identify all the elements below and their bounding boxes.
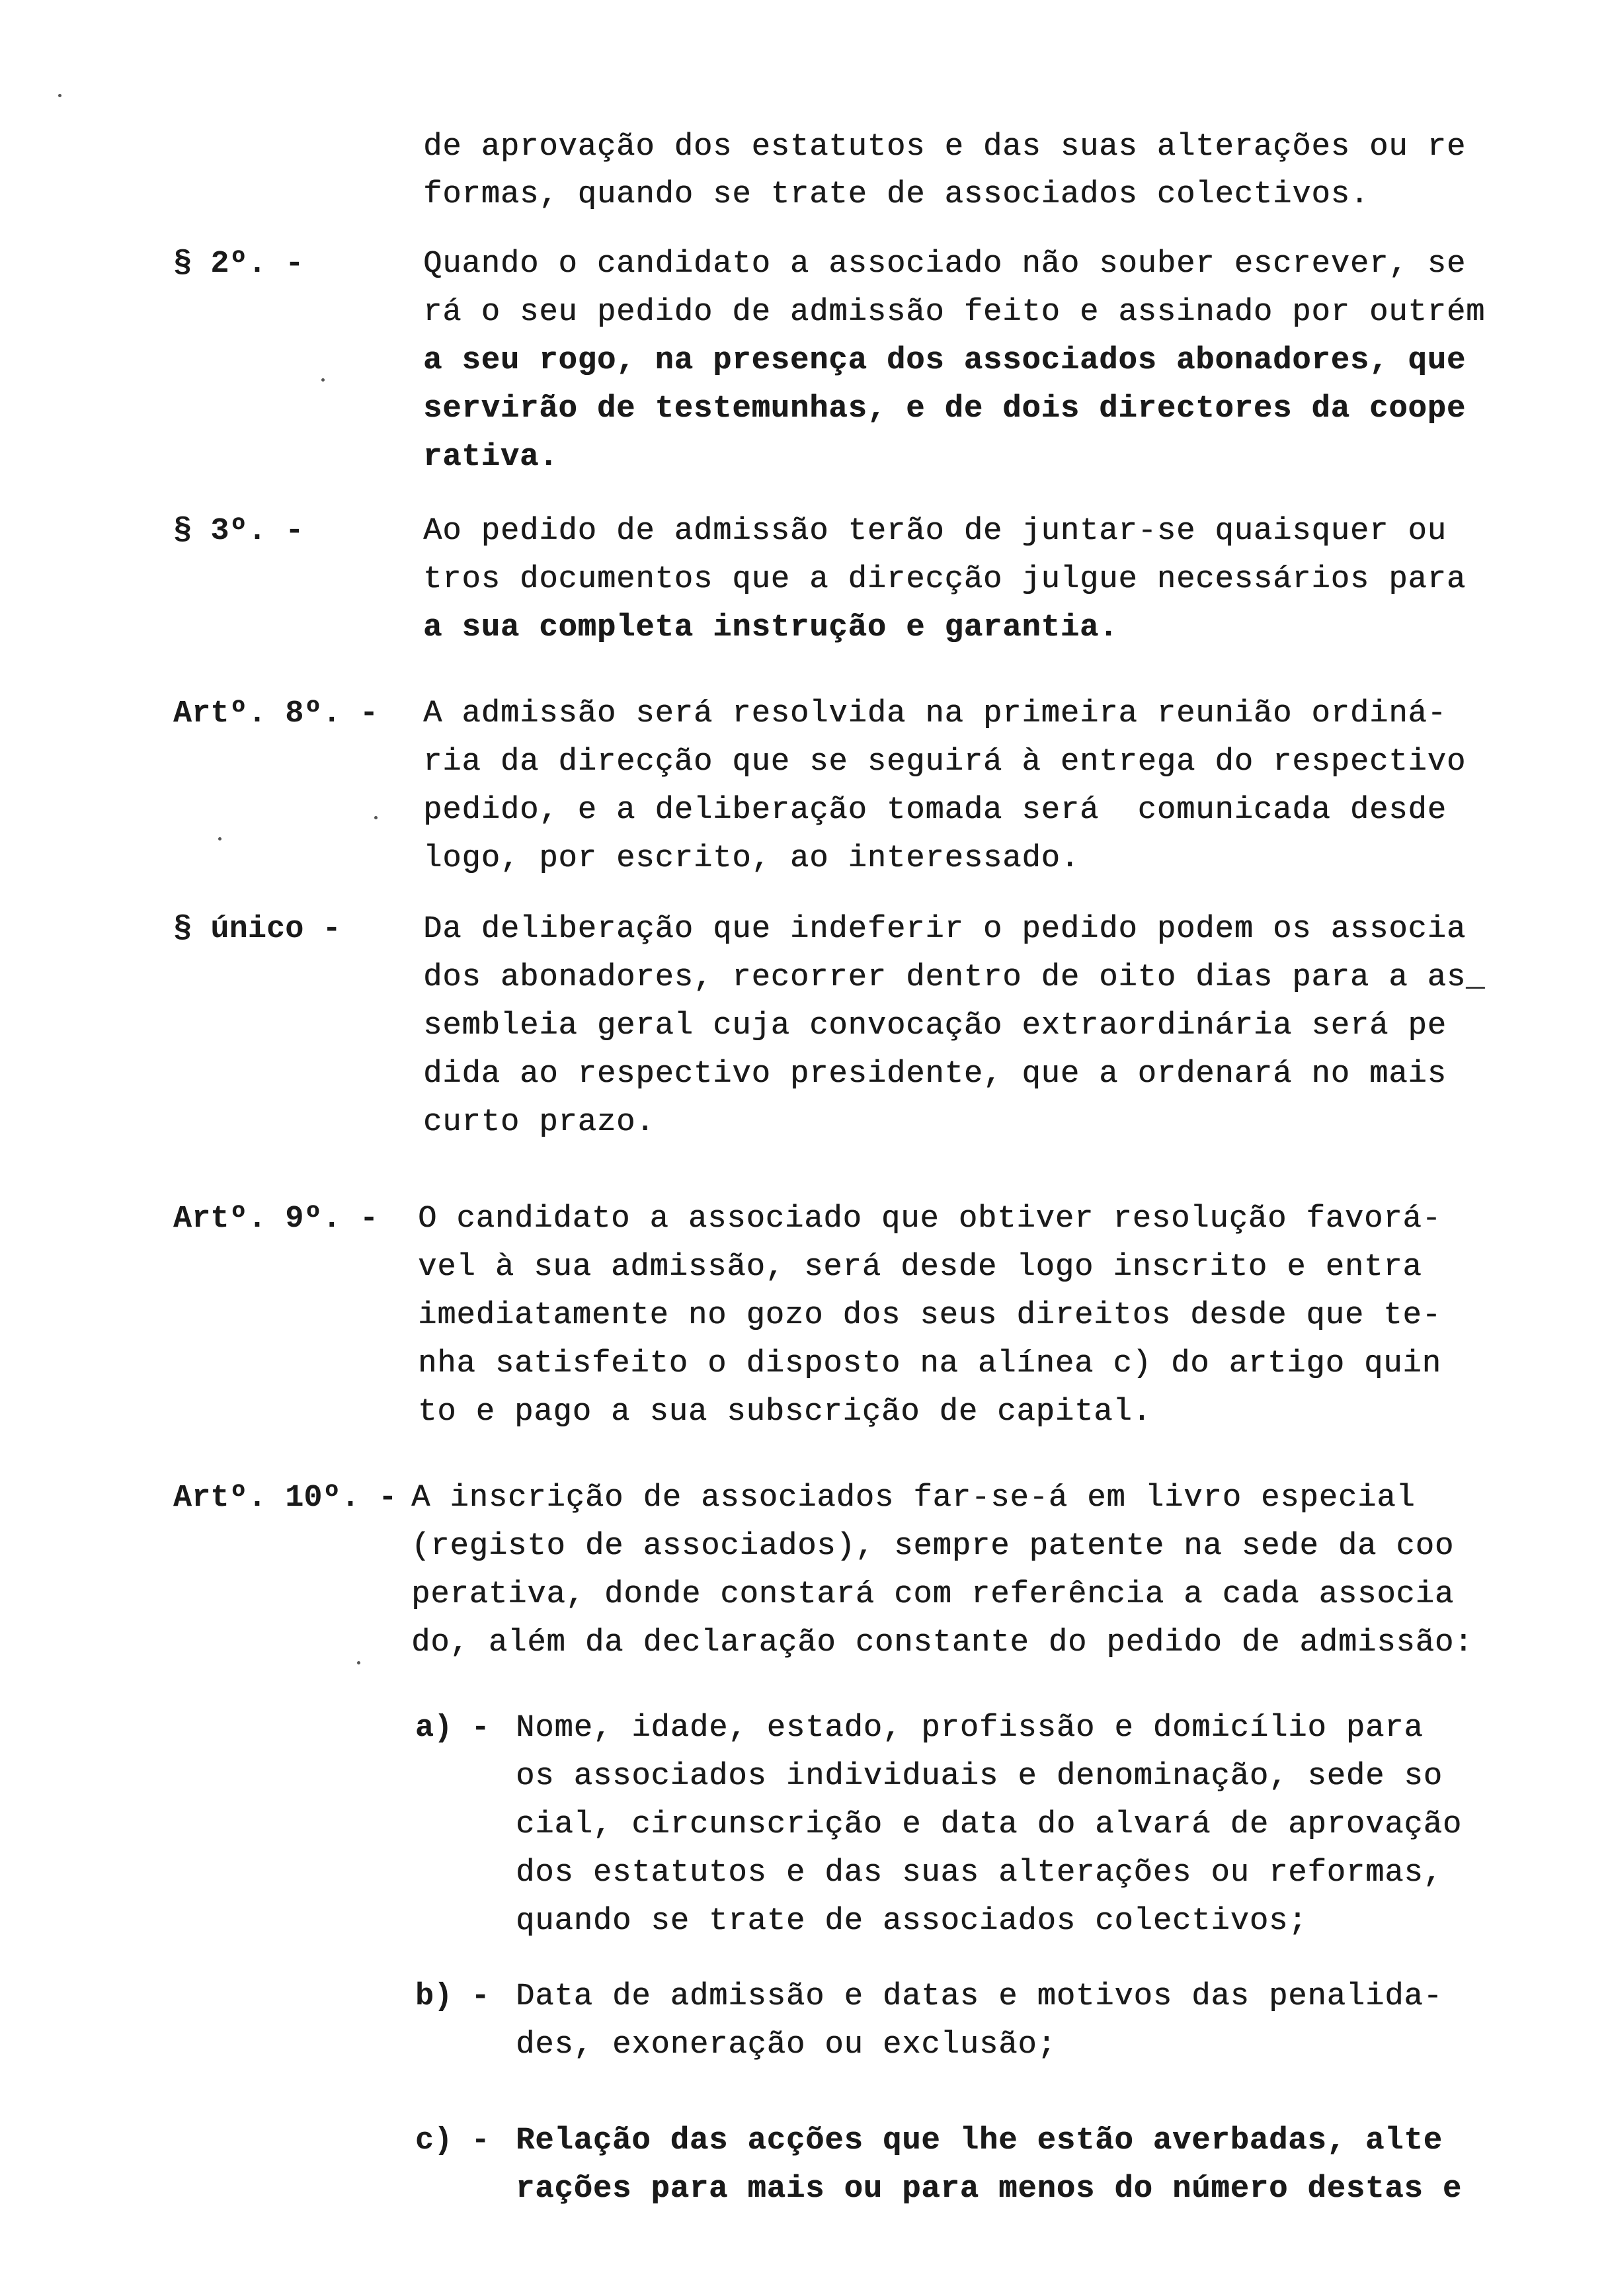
text-line: Data de admissão e datas e motivos das penalida- — [516, 1979, 1443, 2014]
section-label: § 2º. - — [173, 247, 304, 282]
section-label: Artº. 8º. - — [173, 696, 379, 731]
text-line: A inscrição de associados far-se-á em livro especial — [411, 1481, 1416, 1516]
section-label: a) - — [415, 1711, 490, 1746]
section-label: § 3º. - — [173, 514, 304, 549]
text-line: logo, por escrito, ao interessado. — [423, 841, 1080, 876]
speck — [58, 94, 61, 97]
text-line: curto prazo. — [423, 1105, 655, 1140]
text-line: servirão de testemunhas, e de dois directores da coope — [423, 391, 1467, 427]
text-line: ria da direcção que se seguirá à entrega do respectivo — [423, 745, 1467, 780]
text-line: Relação das acções que lhe estão averbadas, alte — [516, 2123, 1443, 2158]
text-line: de aprovação dos estatutos e das suas alterações ou re — [423, 130, 1467, 165]
text-line: rá o seu pedido de admissão feito e assinado por outrém — [423, 295, 1486, 330]
text-line: Ao pedido de admissão terão de juntar-se quaisquer ou — [423, 514, 1447, 549]
text-line: imediatamente no gozo dos seus direitos desde que te- — [418, 1298, 1441, 1333]
section-label: c) - — [415, 2123, 490, 2158]
text-line: Nome, idade, estado, profissão e domicílio para — [516, 1711, 1424, 1746]
text-line: to e pago a sua subscrição de capital. — [418, 1395, 1152, 1430]
text-line: Da deliberação que indeferir o pedido podem os associa — [423, 912, 1467, 947]
text-line: do, além da declaração constante do pedido de admissão: — [411, 1625, 1474, 1660]
text-line: perativa, donde constará com referência a cada associa — [411, 1577, 1455, 1612]
text-line: dos abonadores, recorrer dentro de oito dias para a as_ — [423, 960, 1486, 995]
text-line: formas, quando se trate de associados colectivos. — [423, 177, 1370, 212]
text-line: pedido, e a deliberação tomada será comunicada desde — [423, 793, 1447, 828]
text-line: sembleia geral cuja convocação extraordinária será pe — [423, 1008, 1447, 1044]
text-line: (registo de associados), sempre patente na sede da coo — [411, 1529, 1455, 1564]
section-label: b) - — [415, 1979, 490, 2014]
text-line: vel à sua admissão, será desde logo inscrito e entra — [418, 1250, 1422, 1285]
text-line: a seu rogo, na presença dos associados abonadores, que — [423, 343, 1467, 378]
text-line: O candidato a associado que obtiver resolução favorá- — [418, 1202, 1441, 1237]
text-line: rativa. — [423, 440, 559, 475]
speck — [357, 1661, 360, 1664]
speck — [374, 816, 378, 819]
text-line: a sua completa instrução e garantia. — [423, 610, 1119, 645]
text-line: des, exoneração ou exclusão; — [516, 2028, 1057, 2063]
text-line: A admissão será resolvida na primeira reunião ordiná- — [423, 696, 1447, 731]
section-label: § único - — [173, 912, 341, 947]
text-line: tros documentos que a direcção julgue necessários para — [423, 562, 1467, 597]
text-line: nha satisfeito o disposto na alínea c) do artigo quin — [418, 1346, 1441, 1381]
speck — [321, 378, 325, 382]
text-line: dos estatutos e das suas alterações ou reformas, — [516, 1856, 1443, 1891]
text-line: os associados individuais e denominação, sede so — [516, 1759, 1443, 1794]
text-line: cial, circunscrição e data do alvará de aprovação — [516, 1807, 1463, 1842]
text-line: dida ao respectivo presidente, que a ordenará no mais — [423, 1057, 1447, 1092]
text-line: Quando o candidato a associado não souber escrever, se — [423, 247, 1467, 282]
section-label: Artº. 10º. - — [173, 1481, 397, 1516]
text-line: rações para mais ou para menos do número destas e — [516, 2172, 1463, 2207]
section-label: Artº. 9º. - — [173, 1202, 379, 1237]
text-line: quando se trate de associados colectivos; — [516, 1904, 1308, 1939]
speck — [218, 837, 221, 840]
